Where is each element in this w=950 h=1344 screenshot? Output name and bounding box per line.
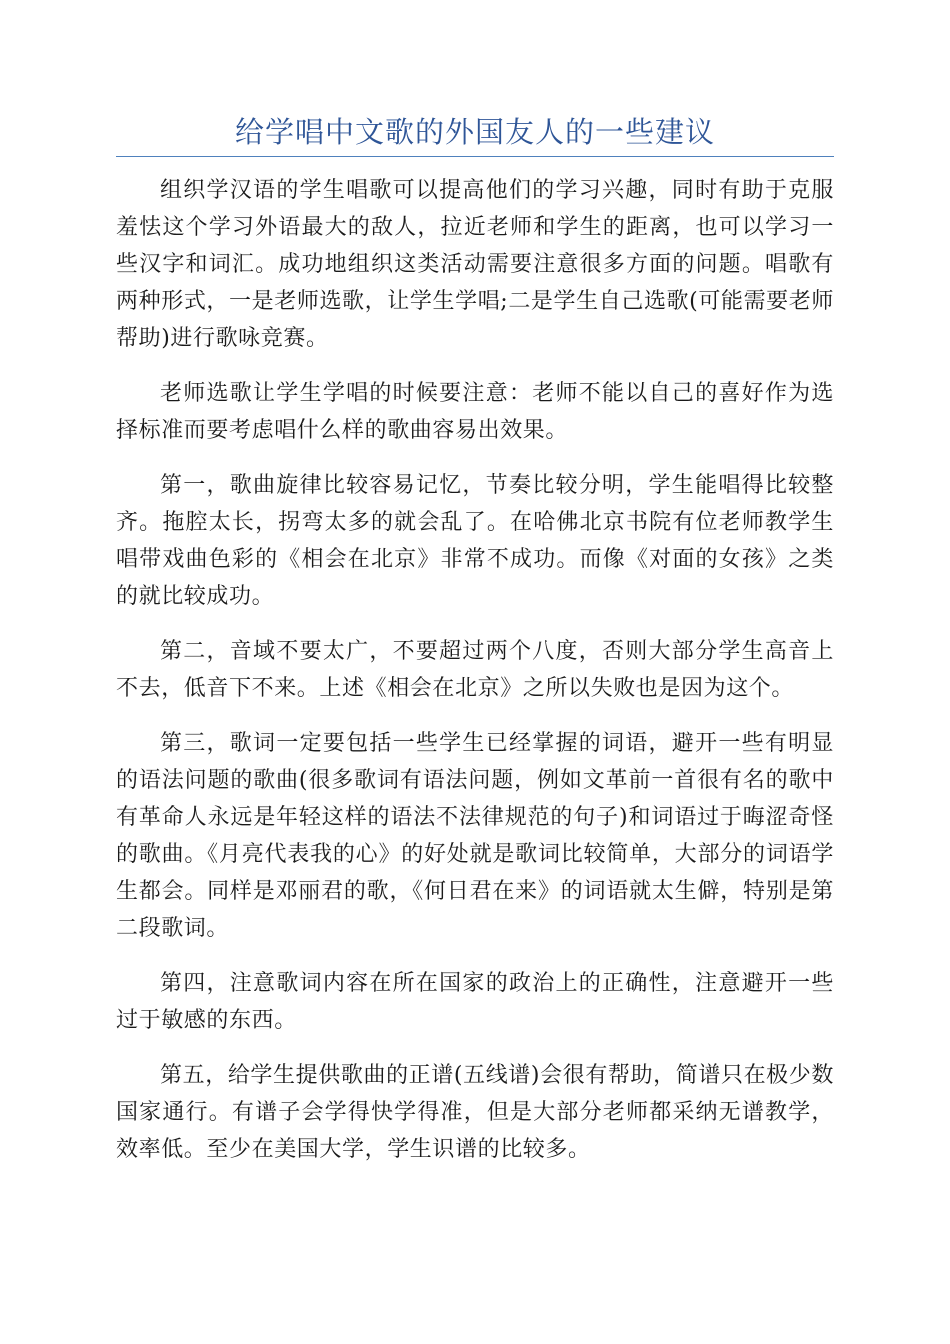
page-title: 给学唱中文歌的外国友人的一些建议 bbox=[234, 115, 715, 149]
paragraph-point-one: 第一，歌曲旋律比较容易记忆，节奏比较分明，学生能唱得比较整齐。拖腔太长，拐弯太多的就会乱了。在哈佛北京书院有位老师教学生唱带戏曲色彩的《相会在北京》非常不成功。而像《对面的女孩》之类的就比较成功。 bbox=[116, 473, 834, 609]
paragraph-point-three: 第三，歌词一定要包括一些学生已经掌握的词语，避开一些有明显的语法问题的歌曲(很多歌词有语法问题，例如文革前一首很有名的歌中有革命人永远是年轻这样的语法不法律规范的句子)和词语过于晦涩奇怪的歌曲。《月亮代表我的心》的好处就是歌词比较简单，大部分的词语学生都会。同样是邓丽君的歌，《何日君在来》的词语就太生僻，特别是第二段歌词。 bbox=[116, 731, 834, 941]
paragraph-intro: 组织学汉语的学生唱歌可以提高他们的学习兴趣，同时有助于克服羞怯这个学习外语最大的敌人，拉近老师和学生的距离，也可以学习一些汉字和词汇。成功地组织这类活动需要注意很多方面的问题。唱歌有两种形式，一是老师选歌，让学生学唱;二是学生自己选歌(可能需要老师帮助)进行歌咏竞赛。 bbox=[116, 178, 834, 351]
paragraph-point-two: 第二，音域不要太广，不要超过两个八度，否则大部分学生高音上不去，低音下不来。上述《相会在北京》之所以失败也是因为这个。 bbox=[116, 639, 834, 701]
paragraph-point-five: 第五，给学生提供歌曲的正谱(五线谱)会很有帮助，简谱只在极少数国家通行。有谱子会学得快学得准，但是大部分老师都采纳无谱教学，效率低。至少在美国大学，学生识谱的比较多。 bbox=[116, 1063, 834, 1162]
paragraph-point-four: 第四，注意歌词内容在所在国家的政治上的正确性，注意避开一些过于敏感的东西。 bbox=[116, 971, 834, 1033]
paragraph-teacher-choice: 老师选歌让学生学唱的时候要注意：老师不能以自己的喜好作为选择标准而要考虑唱什么样的歌曲容易出效果。 bbox=[116, 381, 834, 443]
title-block bbox=[116, 112, 834, 157]
document-body bbox=[116, 172, 834, 1186]
